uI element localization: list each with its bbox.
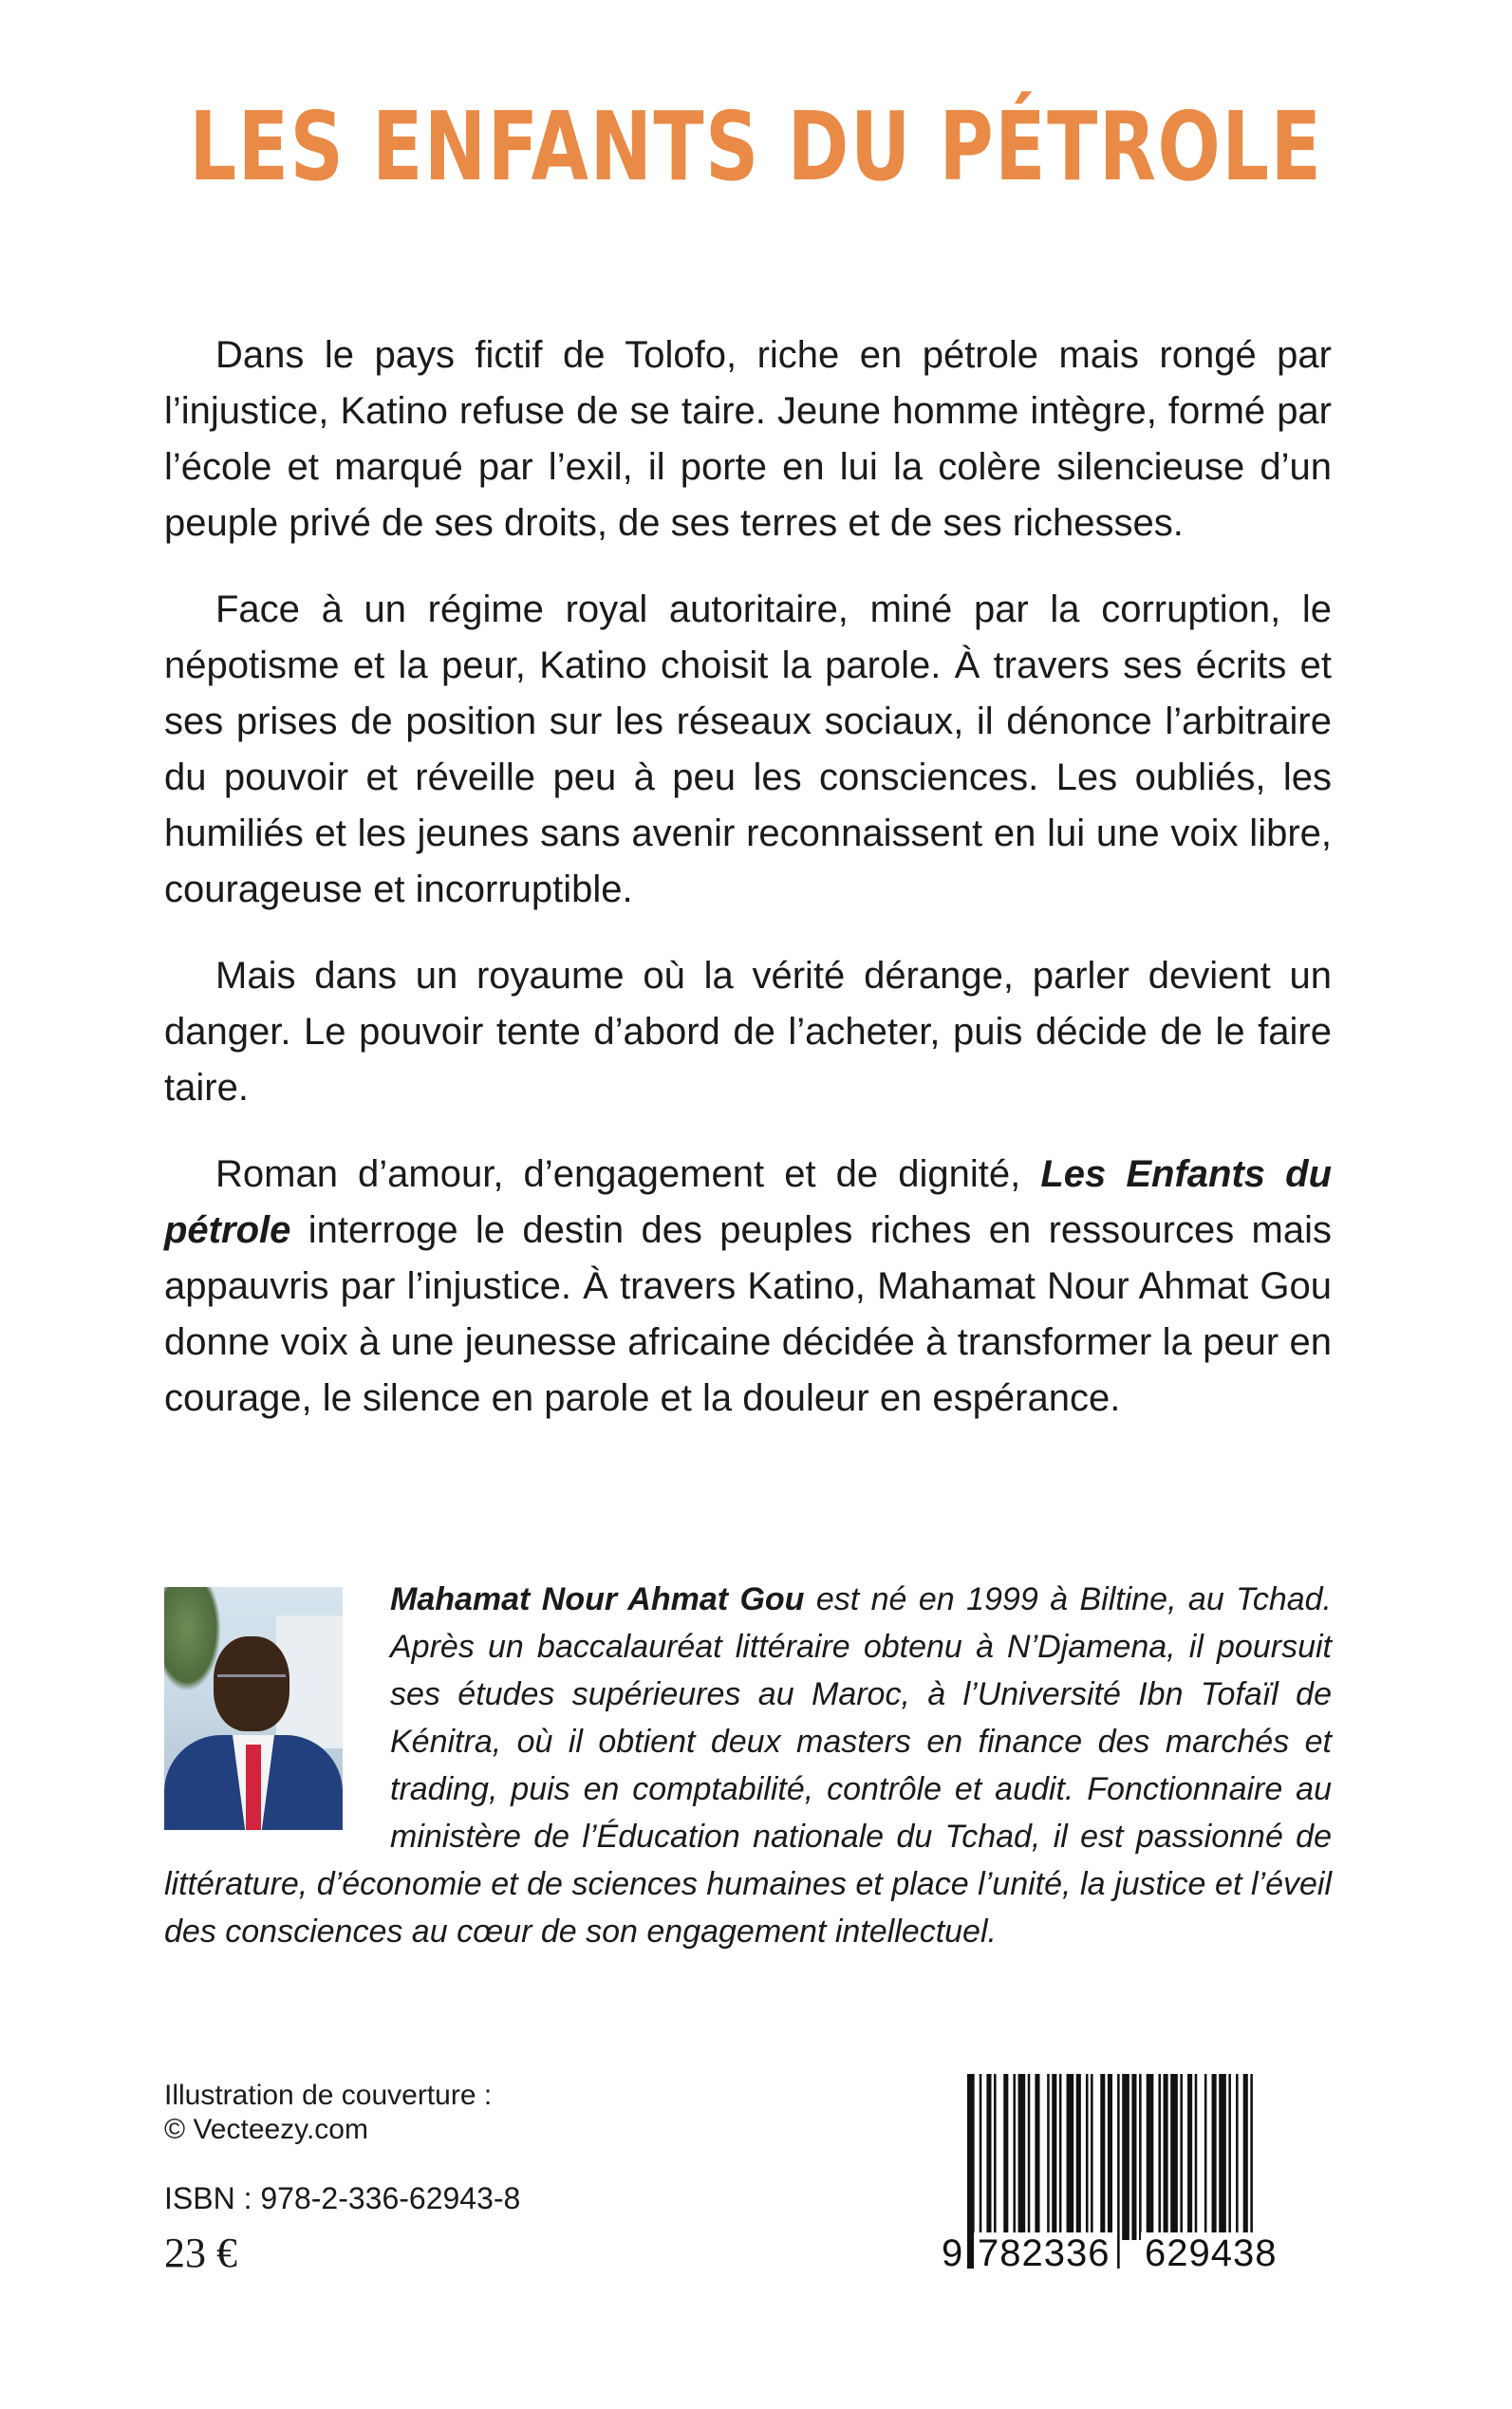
book-title-reference: Les Enfants du pétrole: [164, 1153, 1332, 1251]
cover-credit: [164, 2079, 492, 2147]
synopsis-paragraph-1: Dans le pays fictif de Tolofo, riche en pétrole mais rongé par l’injustice, Katino refuse de se taire. Jeune homme intègre, formé par l’école et marqué par l’exil, il porte en lui la colère silencieuse d’un peuple privé de ses droits, de ses terres et de ses richesses.: [164, 334, 1332, 544]
cover-credit-source: © Vecteezy.com: [164, 2114, 368, 2145]
synopsis-p4-intro: Roman d’amour, d’engagement et de dignité,: [215, 1153, 1041, 1195]
barcode-group-1: 782336: [974, 2232, 1113, 2275]
isbn: ISBN : 978-2-336-62943-8: [164, 2181, 521, 2215]
book-title: LES ENFANTS DU PÉTROLE: [189, 91, 1323, 202]
synopsis-paragraph-2: Face à un régime royal autoritaire, miné par la corruption, le népotisme et la peur, Katino choisit la parole. À travers ses écrits et ses prises de position sur les réseaux sociaux, il dénonce l’arbitraire du pouvoir et réveille peu à peu les consciences. Les oubliés, les humiliés et les jeunes sans avenir reconnaissent en lui une voix libre, courageuse et incorruptible.: [164, 588, 1332, 910]
synopsis-paragraph-4: [164, 1147, 1332, 1427]
price: 23 €: [164, 2230, 237, 2276]
author-photo: [164, 1587, 343, 1830]
synopsis-paragraph-3: Mais dans un royaume où la vérité dérange, parler devient un danger. Le pouvoir tente d’abord de l’acheter, puis décide de le faire taire.: [164, 955, 1332, 1109]
barcode-group-2: 629438: [1141, 2232, 1280, 2275]
synopsis-p4-rest: interroge le destin des peuples riches en ressources mais appauvris par l’injustice. À travers Katino, Mahamat Nour Ahmat Gou donne voix à une jeunesse africaine décidée à transformer la peur en courage, le silence en parole et la douleur en espérance.: [164, 1209, 1332, 1419]
author-bio: [164, 1576, 1332, 1955]
author-bio-text: est né en 1999 à Biltine, au Tchad. Après un baccalauréat littéraire obtenu à N’Djamena, il poursuit ses études supérieures au Maroc, à l’Université Ibn Tofaïl de Kénitra, où il obtient deux masters en finance des marchés et trading, puis en comptabilité, contrôle et audit. Fonctionnaire au ministère de l’Éducation nationale du Tchad, il est passionné de littérature, d’économie et de sciences humaines et place l’unité, la justice et l’éveil des consciences au cœur de son engagement intellectuel.: [164, 1581, 1332, 1950]
synopsis: [164, 327, 1332, 1457]
barcode-lead-digit: 9: [942, 2232, 964, 2274]
author-name: Mahamat Nour Ahmat Gou: [390, 1581, 805, 1617]
cover-credit-label: Illustration de couverture :: [164, 2080, 493, 2111]
